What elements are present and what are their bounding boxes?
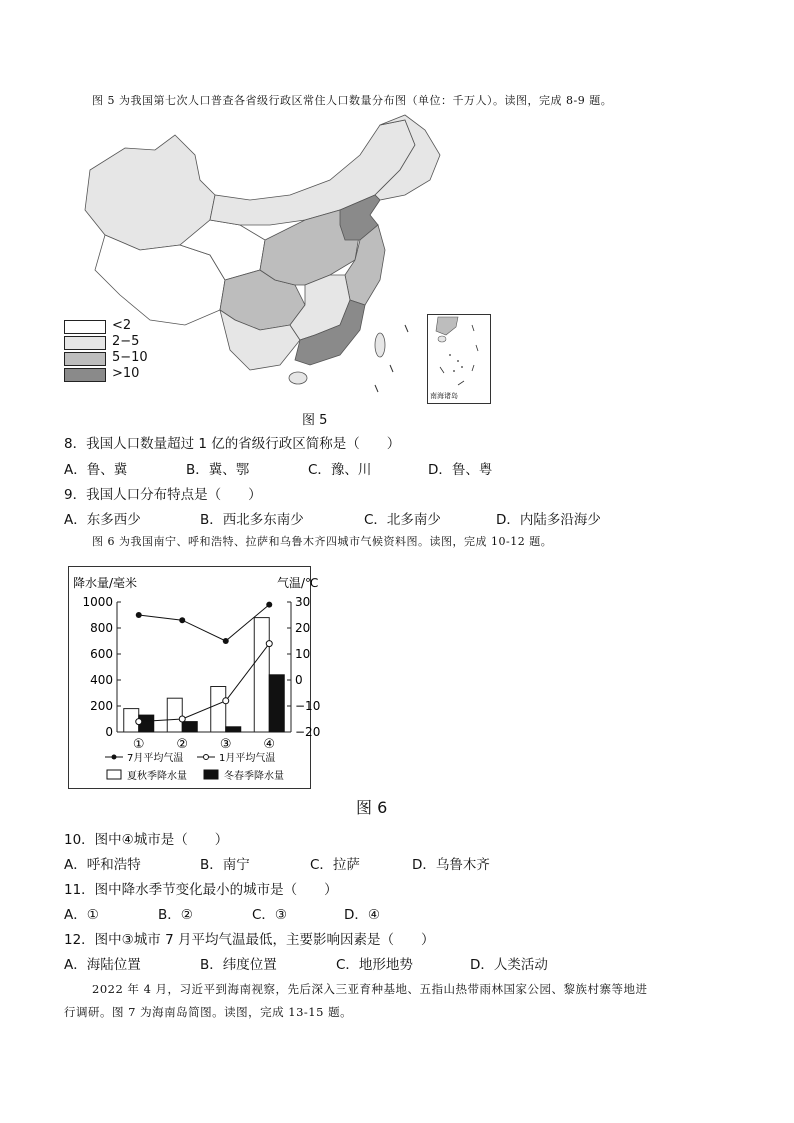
- bar-winter-spring: [269, 675, 284, 732]
- y-tick-label-left: 200: [90, 699, 113, 713]
- y-tick-label-left: 800: [90, 621, 113, 635]
- q12-option-b[interactable]: B．纬度位置: [200, 957, 277, 973]
- legend-july-label: 7月平均气温: [127, 753, 184, 764]
- legend-label-3: 5−10: [112, 350, 148, 365]
- climate-chart: [69, 567, 321, 788]
- line-jan-temp: [139, 644, 270, 722]
- bar-summer-autumn: [211, 687, 226, 733]
- legend-winter-swatch: [204, 770, 218, 779]
- point-jan-temp: [223, 698, 229, 704]
- q11-stem: 11．图中降水季节变化最小的城市是（ ）: [64, 882, 338, 898]
- point-july-temp: [179, 617, 185, 623]
- y-tick-label-right: −10: [295, 699, 321, 713]
- legend-summer-label: 夏秋季降水量: [127, 771, 187, 782]
- x-category-label: ②: [176, 737, 189, 752]
- point-july-temp: [136, 612, 142, 618]
- legend-label-4: >10: [112, 366, 140, 381]
- legend-july-marker: [112, 755, 117, 760]
- intro-fig5: 图 5 为我国第七次人口普查各省级行政区常住人口数量分布图（单位：千万人）。读图，完成 8-9 题。: [92, 94, 613, 107]
- legend-jan-label: 1月平均气温: [219, 753, 276, 764]
- q8-option-c[interactable]: C．豫、川: [308, 462, 372, 478]
- q8-stem: 8．我国人口数量超过 1 亿的省级行政区简称是（ ）: [64, 436, 401, 452]
- y-tick-label-left: 1000: [82, 595, 113, 609]
- legend-label-2: 2−5: [112, 334, 140, 349]
- q11-option-a[interactable]: A．①: [64, 907, 99, 923]
- point-jan-temp: [179, 716, 185, 722]
- y-tick-label-left: 0: [105, 725, 113, 739]
- y-tick-label-right: 20: [295, 621, 311, 635]
- legend-winter-label: 冬春季降水量: [224, 771, 284, 782]
- bar-winter-spring: [182, 722, 197, 732]
- q12-option-a[interactable]: A．海陆位置: [64, 957, 141, 973]
- map-region-inner-mongolia: [210, 120, 415, 225]
- y-tick-label-left: 400: [90, 673, 113, 687]
- y-tick-label-right: 10: [295, 647, 311, 661]
- legend-summer-swatch: [107, 770, 121, 779]
- south-china-sea-inset: [427, 314, 491, 404]
- y-axis-right-label: 气温/℃: [277, 576, 319, 590]
- climate-chart-frame: [68, 566, 321, 789]
- legend-swatch-4: [64, 368, 106, 382]
- intro-fig7-line2: 行调研。图 7 为海南岛简图。读图，完成 13-15 题。: [64, 1005, 353, 1019]
- q10-option-b[interactable]: B．南宁: [200, 857, 250, 873]
- q9-option-c[interactable]: C．北多南少: [364, 512, 441, 528]
- legend-label-1: <2: [112, 318, 132, 333]
- q10-option-c[interactable]: C．拉萨: [310, 857, 360, 873]
- q12-option-c[interactable]: C．地形地势: [336, 957, 413, 973]
- q8-option-d[interactable]: D．鲁、粤: [428, 462, 493, 478]
- q12-stem: 12．图中③城市 7 月平均气温最低，主要影响因素是（ ）: [64, 932, 435, 948]
- inset-label: 南海诸岛: [430, 392, 458, 400]
- q9-stem: 9．我国人口分布特点是（ ）: [64, 487, 262, 503]
- y-tick-label-right: −20: [295, 725, 321, 739]
- q10-stem: 10．图中④城市是（ ）: [64, 832, 229, 848]
- point-jan-temp: [136, 719, 142, 725]
- q8-option-a[interactable]: A．鲁、冀: [64, 462, 128, 478]
- point-july-temp: [223, 638, 229, 644]
- y-tick-label-right: 0: [295, 673, 303, 687]
- legend-swatch-2: [64, 336, 106, 350]
- x-category-label: ③: [219, 737, 232, 752]
- x-category-label: ①: [132, 737, 145, 752]
- q9-option-a[interactable]: A．东多西少: [64, 512, 141, 528]
- intro-fig7-line1: 2022 年 4 月，习近平到海南视察，先后深入三亚育种基地、五指山热带雨林国家公园、黎族村寨等地进: [92, 982, 648, 996]
- intro-fig6: 图 6 为我国南宁、呼和浩特、拉萨和乌鲁木齐四城市气候资料图。读图，完成 10-12 题。: [92, 535, 553, 548]
- y-tick-label-right: 30: [295, 595, 311, 609]
- q9-option-d[interactable]: D．内陆多沿海少: [496, 512, 601, 528]
- bar-summer-autumn: [167, 698, 182, 732]
- y-axis-left-label: 降水量/毫米: [73, 576, 138, 590]
- line-july-temp: [139, 605, 270, 641]
- legend-swatch-1: [64, 320, 106, 334]
- q11-option-b[interactable]: B．②: [158, 907, 193, 923]
- fig6-caption: 图 6: [356, 798, 388, 817]
- q10-option-a[interactable]: A．呼和浩特: [64, 857, 141, 873]
- q9-option-b[interactable]: B．西北多东南少: [200, 512, 304, 528]
- q11-option-c[interactable]: C．③: [252, 907, 288, 923]
- map-region-taiwan: [375, 333, 385, 357]
- bar-winter-spring: [226, 727, 241, 732]
- y-tick-label-left: 600: [90, 647, 113, 661]
- q11-option-d[interactable]: D．④: [344, 907, 380, 923]
- map-region-hainan: [289, 372, 307, 384]
- legend-swatch-3: [64, 352, 106, 366]
- legend-jan-marker: [204, 755, 209, 760]
- q10-option-d[interactable]: D．乌鲁木齐: [412, 857, 490, 873]
- point-july-temp: [266, 602, 272, 608]
- x-category-label: ④: [263, 737, 276, 752]
- fig5-caption: 图 5: [302, 413, 328, 428]
- q8-option-b[interactable]: B．冀、鄂: [186, 462, 250, 478]
- bar-summer-autumn: [254, 618, 269, 732]
- q12-option-d[interactable]: D．人类活动: [470, 957, 548, 973]
- point-jan-temp: [266, 641, 272, 647]
